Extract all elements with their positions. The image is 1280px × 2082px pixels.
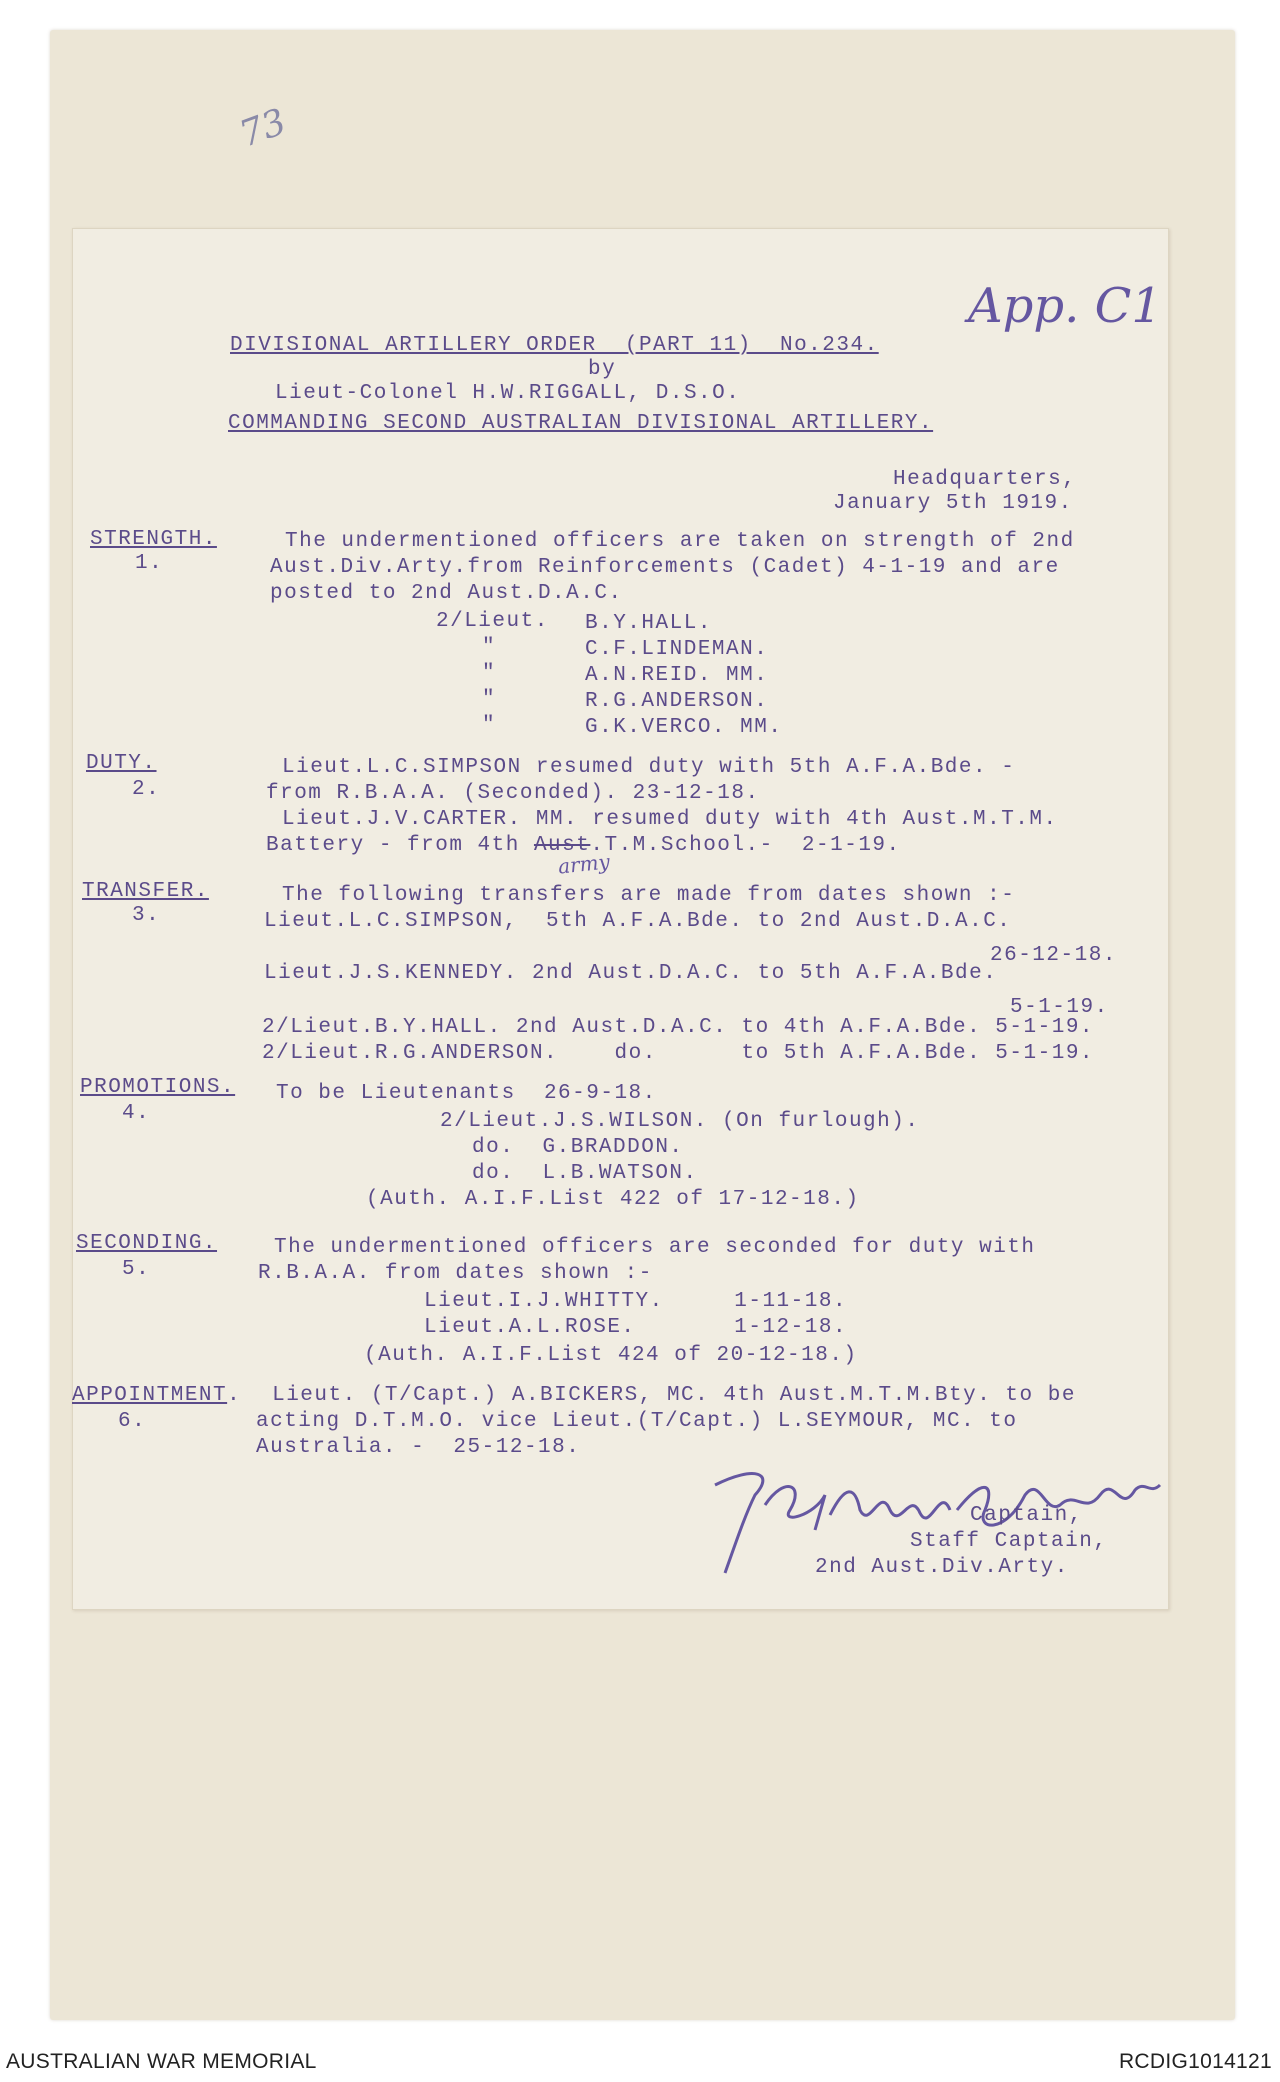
section-number-transfer: 3. [132,904,161,927]
order-title: DIVISIONAL ARTILLERY ORDER (PART 11) No.234. [230,334,879,357]
signoff-rank: Captain, [970,1504,1083,1527]
order-command: COMMANDING SECOND AUSTRALIAN DIVISIONAL ARTILLERY. [228,412,934,435]
section-heading-seconding: SECONDING. [76,1232,218,1255]
transfer-line-3: 26-12-18. [990,944,1117,967]
appointment-heading-text: APPOINTMENT [72,1384,228,1407]
section-number-duty: 2. [132,778,161,801]
section-number-appointment: 6. [118,1410,147,1433]
transfer-line-7: 2/Lieut.R.G.ANDERSON. do. to 5th A.F.A.Bde. 5-1-19. [262,1042,1095,1065]
officer-name: A.N.REID. MM. [585,664,769,687]
transfer-line-1: The following transfers are made from dates shown :- [282,884,1016,907]
section-heading-promotions: PROMOTIONS. [80,1076,236,1099]
duty-line-4-start: Battery - from 4th [266,834,534,857]
strength-line-1: The undermentioned officers are taken on strength of 2nd [285,530,1075,553]
duty-line-1: Lieut.L.C.SIMPSON resumed duty with 5th A.F.A.Bde. - [282,756,1016,779]
transfer-line-5: 5-1-19. [1010,996,1109,1019]
transfer-line-2: Lieut.L.C.SIMPSON, 5th A.F.A.Bde. to 2nd Aust.D.A.C. [264,910,1012,933]
appointment-line-2: acting D.T.M.O. vice Lieut.(T/Capt.) L.SEYMOUR, MC. to [256,1410,1018,1433]
section-heading-duty: DUTY. [86,752,157,775]
promotions-line-5: (Auth. A.I.F.List 422 of 17-12-18.) [366,1188,860,1211]
strength-line-2: Aust.Div.Arty.from Reinforcements (Cadet) 4-1-19 and are [270,556,1060,579]
section-number-strength: 1. [135,552,164,575]
order-issuer: Lieut-Colonel H.W.RIGGALL, D.S.O. [275,382,741,405]
officer-name: R.G.ANDERSON. [585,690,769,713]
duty-line-4-end: .T.M.School.- 2-1-19. [590,834,901,857]
promotions-line-2: 2/Lieut.J.S.WILSON. (On furlough). [440,1110,920,1133]
appointment-line-1: Lieut. (T/Capt.) A.BICKERS, MC. 4th Aust.M.T.M.Bty. to be [258,1384,1076,1407]
ditto-mark: " [482,714,497,737]
promotions-line-4: do. L.B.WATSON. [472,1162,698,1185]
ditto-mark: " [482,688,497,711]
strength-line-3: posted to 2nd Aust.D.A.C. [270,582,623,605]
footer-archive-name: AUSTRALIAN WAR MEMORIAL [6,2050,317,2073]
officer-name: C.F.LINDEMAN. [585,638,769,661]
promotions-line-1: To be Lieutenants 26-9-18. [276,1082,657,1105]
appendix-annotation: App. C1 [968,278,1162,334]
folio-number: 73 [234,101,292,156]
struck-word: Aust [533,834,591,857]
promotions-line-3: do. G.BRADDON. [472,1136,684,1159]
ditto-mark: " [482,662,497,685]
order-by: by [588,358,617,381]
order-date: January 5th 1919. [833,492,1073,515]
section-number-promotions: 4. [122,1102,151,1125]
seconding-line-4: Lieut.A.L.ROSE. 1-12-18. [424,1316,848,1339]
section-heading-transfer: TRANSFER. [82,880,209,903]
ditto-mark: " [482,636,497,659]
duty-line-3: Lieut.J.V.CARTER. MM. resumed duty with 4th Aust.M.T.M. [282,808,1058,831]
appointment-line-3: Australia. - 25-12-18. [256,1436,581,1459]
section-heading-strength: STRENGTH. [90,528,217,551]
appointment-heading-punct: . [227,1384,242,1407]
seconding-line-1: The undermentioned officers are seconded for duty with [274,1236,1036,1259]
seconding-line-5: (Auth. A.I.F.List 424 of 20-12-18.) [364,1344,858,1367]
duty-line-2: from R.B.A.A. (Seconded). 23-12-18. [266,782,760,805]
officer-name: B.Y.HALL. [585,612,712,635]
transfer-line-4: Lieut.J.S.KENNEDY. 2nd Aust.D.A.C. to 5th A.F.A.Bde. [264,962,998,985]
footer-record-id: RCDIG1014121 [1118,2050,1272,2073]
order-place: Headquarters, [893,468,1077,491]
handwritten-insert: army [556,849,611,879]
signoff-unit: 2nd Aust.Div.Arty. [815,1556,1069,1579]
seconding-line-2: R.B.A.A. from dates shown :- [258,1262,653,1285]
section-number-seconding: 5. [122,1258,151,1281]
transfer-line-6: 2/Lieut.B.Y.HALL. 2nd Aust.D.A.C. to 4th A.F.A.Bde. 5-1-19. [262,1016,1095,1039]
section-heading-appointment [72,1384,241,1407]
officer-name: G.K.VERCO. MM. [585,716,783,739]
officer-rank: 2/Lieut. [436,610,549,633]
seconding-line-3: Lieut.I.J.WHITTY. 1-11-18. [424,1290,848,1313]
signoff-title: Staff Captain, [910,1530,1108,1553]
